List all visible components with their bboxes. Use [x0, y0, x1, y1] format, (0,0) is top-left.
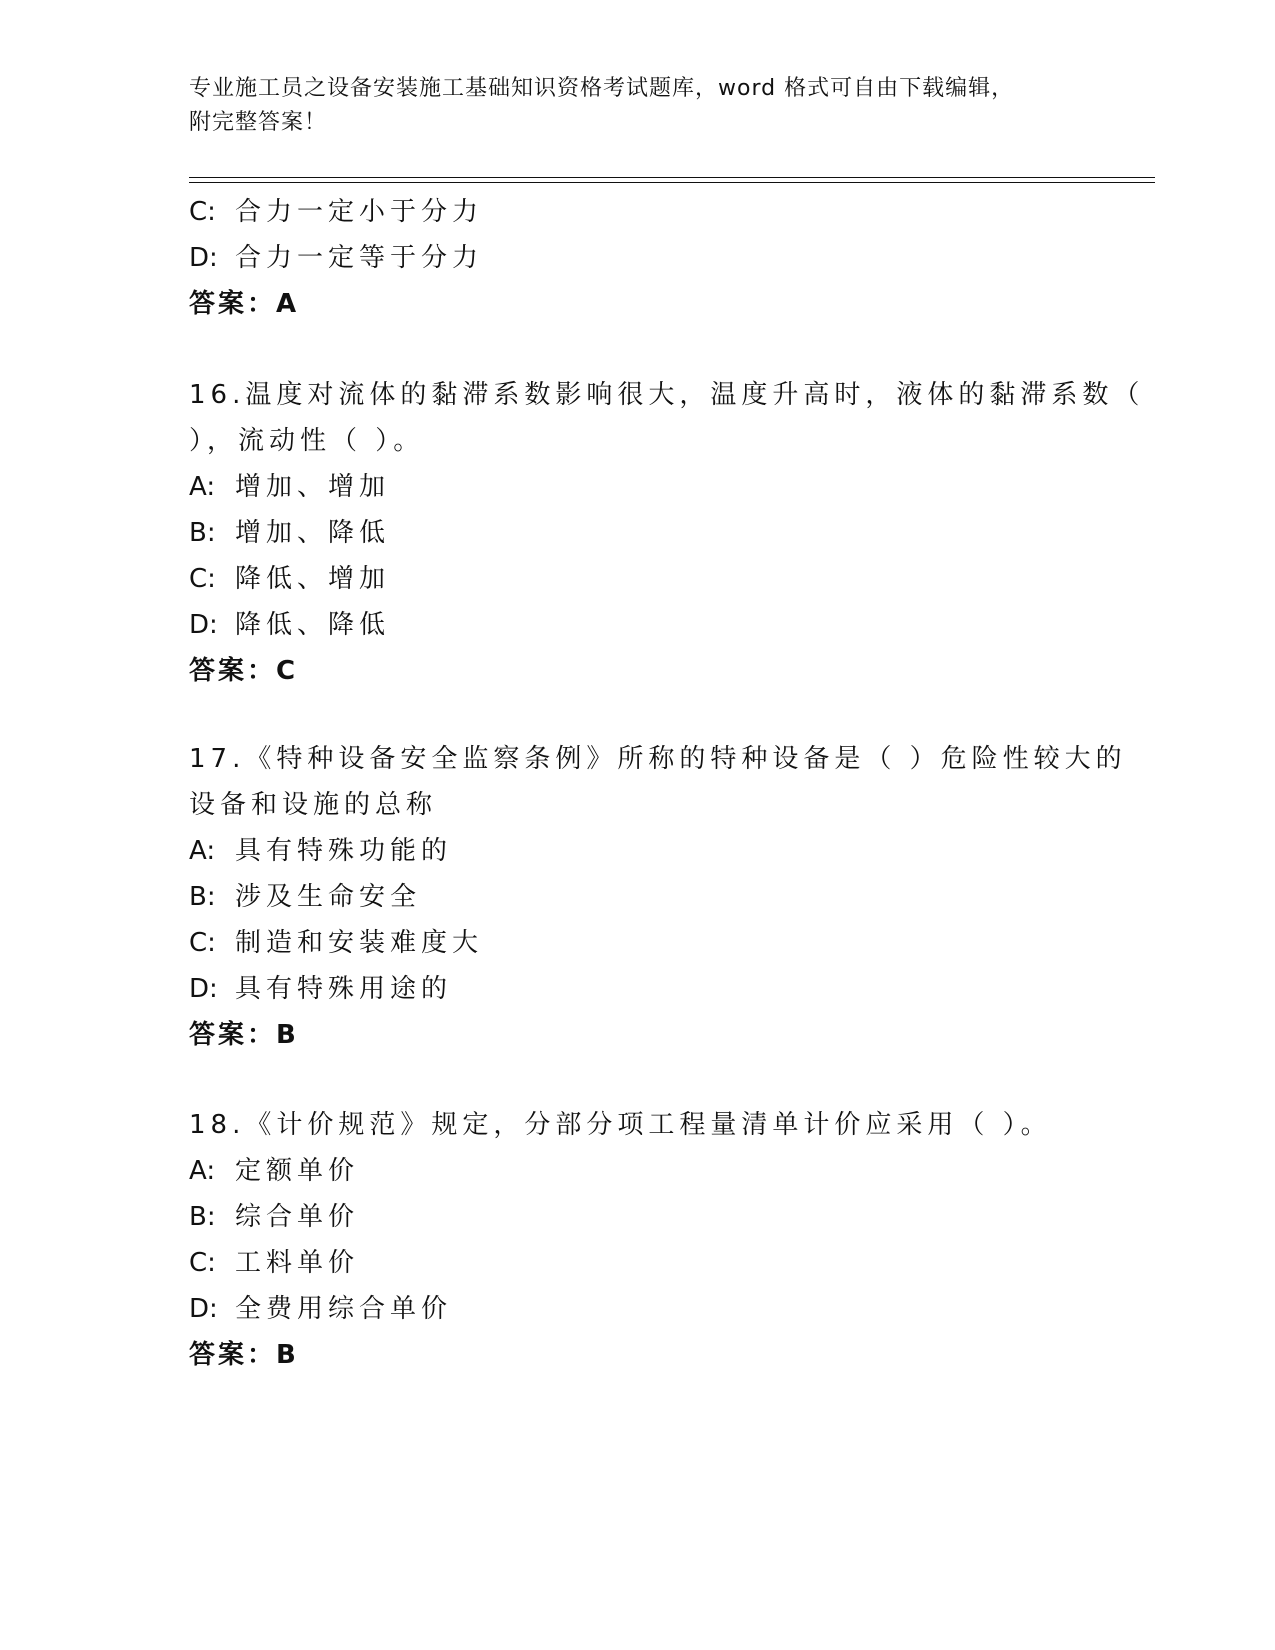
- option-letter: B:: [189, 882, 216, 912]
- answer-line: 答案：A: [189, 289, 300, 319]
- option-letter: A:: [189, 836, 216, 866]
- option-a: [189, 828, 1089, 874]
- option-d: [189, 1286, 1089, 1332]
- option-text: 降低、降低: [235, 610, 391, 640]
- question-stem-line: 18.《计价规范》规定，分部分项工程量清单计价应采用（ ）。: [189, 1110, 1052, 1140]
- answer-line: 答案：B: [189, 1340, 299, 1370]
- option-a: [189, 1148, 1089, 1194]
- option-letter: B:: [189, 1202, 216, 1232]
- previous-question-tail: [189, 189, 1089, 327]
- option-d: [189, 235, 1089, 281]
- header-divider-top: [189, 177, 1155, 178]
- question-18: [189, 1102, 1089, 1378]
- document-header: [189, 72, 1089, 140]
- question-17: [189, 736, 1127, 1058]
- option-letter: C:: [189, 928, 216, 958]
- option-c: [189, 1240, 1089, 1286]
- option-text: 增加、降低: [235, 518, 391, 548]
- option-text: 涉及生命安全: [235, 882, 422, 912]
- option-letter: D:: [189, 1294, 218, 1324]
- option-text: 工料单价: [235, 1248, 360, 1278]
- option-a: [189, 464, 1089, 510]
- option-letter: C:: [189, 1248, 216, 1278]
- option-letter: D:: [189, 974, 218, 1004]
- option-letter: C:: [189, 564, 216, 594]
- option-text: 全费用综合单价: [235, 1294, 453, 1324]
- option-text: 增加、增加: [235, 472, 391, 502]
- option-c: [189, 920, 1089, 966]
- option-text: 合力一定小于分力: [235, 197, 484, 227]
- question-stem-line: 16.温度对流体的黏滞系数影响很大，温度升高时，液体的黏滞系数（: [189, 380, 1145, 410]
- header-line-1: 专业施工员之设备安装施工基础知识资格考试题库，word 格式可自由下载编辑，: [189, 76, 1015, 101]
- header-line-2: 附完整答案！: [189, 110, 328, 135]
- option-b: [189, 874, 1089, 920]
- header-divider-bottom: [189, 182, 1155, 183]
- question-stem-line: 17.《特种设备安全监察条例》所称的特种设备是（ ）危险性较大的: [189, 744, 1127, 774]
- question-stem-line: ），流动性（ ）。: [189, 426, 425, 456]
- option-d: [189, 966, 1089, 1012]
- option-b: [189, 510, 1089, 556]
- option-text: 综合单价: [235, 1202, 360, 1232]
- option-c: [189, 556, 1089, 602]
- option-d: [189, 602, 1089, 648]
- option-text: 具有特殊用途的: [235, 974, 453, 1004]
- option-c: [189, 189, 1089, 235]
- question-stem-line: 设备和设施的总称: [189, 790, 438, 820]
- option-letter: A:: [189, 472, 216, 502]
- option-letter: C:: [189, 197, 216, 227]
- option-letter: D:: [189, 243, 218, 273]
- option-b: [189, 1194, 1089, 1240]
- question-16: [189, 372, 1145, 694]
- option-letter: A:: [189, 1156, 216, 1186]
- option-text: 降低、增加: [235, 564, 391, 594]
- option-text: 具有特殊功能的: [235, 836, 453, 866]
- option-letter: D:: [189, 610, 218, 640]
- option-letter: B:: [189, 518, 216, 548]
- option-text: 制造和安装难度大: [235, 928, 484, 958]
- answer-line: 答案：C: [189, 656, 299, 686]
- option-text: 合力一定等于分力: [235, 243, 484, 273]
- option-text: 定额单价: [235, 1156, 360, 1186]
- answer-line: 答案：B: [189, 1020, 299, 1050]
